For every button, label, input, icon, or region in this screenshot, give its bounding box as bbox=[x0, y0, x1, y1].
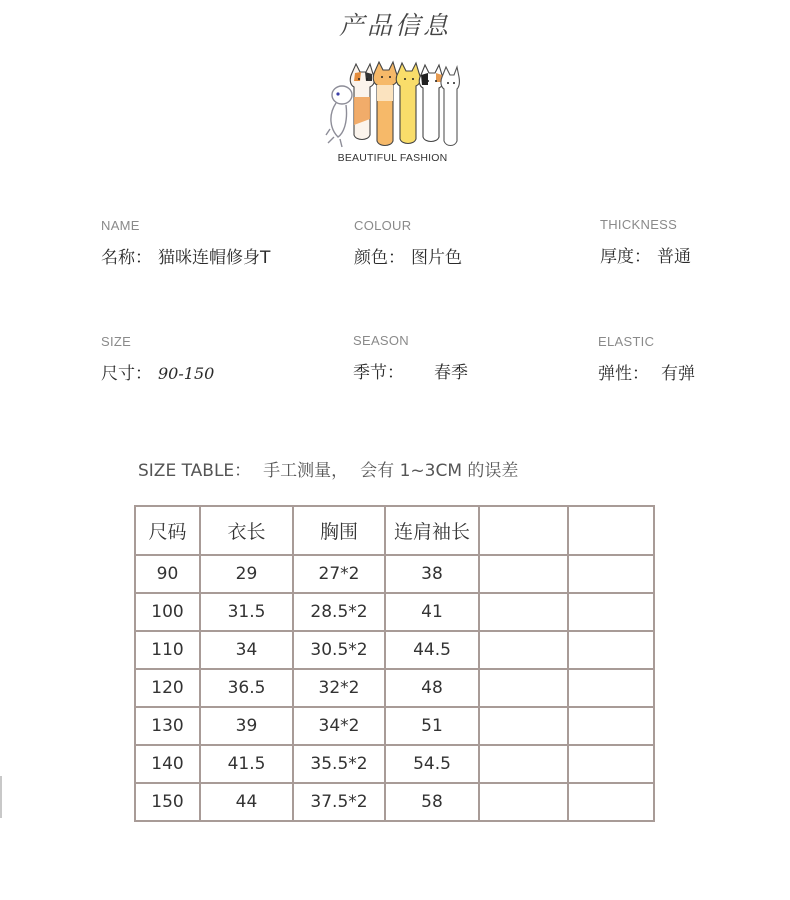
table-cell: 41.5 bbox=[200, 745, 293, 783]
field-thickness-value: 普通 bbox=[657, 247, 691, 267]
table-header-cell: 尺码 bbox=[135, 506, 200, 555]
table-cell: 39 bbox=[200, 707, 293, 745]
table-row bbox=[135, 669, 654, 707]
table-row bbox=[135, 745, 654, 783]
table-cell: 110 bbox=[135, 631, 200, 669]
table-cell bbox=[568, 593, 654, 631]
table-cell bbox=[479, 707, 568, 745]
table-cell: 140 bbox=[135, 745, 200, 783]
table-cell: 30.5*2 bbox=[293, 631, 385, 669]
field-elastic-en: ELASTIC bbox=[598, 334, 655, 349]
table-cell bbox=[568, 555, 654, 593]
field-size-value: 90-150 bbox=[158, 364, 215, 383]
field-size-label: 尺寸： bbox=[101, 364, 152, 384]
field-elastic-value: 有弹 bbox=[661, 364, 695, 384]
table-cell: 32*2 bbox=[293, 669, 385, 707]
field-colour-label: 颜色： bbox=[354, 248, 405, 268]
logo-caption: BEAUTIFUL FASHION bbox=[337, 152, 448, 164]
table-cell: 44.5 bbox=[385, 631, 479, 669]
field-name-en: NAME bbox=[101, 218, 140, 233]
size-note-error: 会有 1~3CM 的误差 bbox=[360, 461, 519, 481]
table-row bbox=[135, 631, 654, 669]
table-row bbox=[135, 593, 654, 631]
cat-logo-illustration bbox=[320, 55, 460, 167]
size-table-note bbox=[138, 456, 518, 481]
table-cell: 54.5 bbox=[385, 745, 479, 783]
field-size bbox=[101, 334, 214, 384]
table-cell: 31.5 bbox=[200, 593, 293, 631]
field-season bbox=[353, 333, 468, 383]
table-header-cell bbox=[479, 506, 568, 555]
field-elastic-label: 弹性： bbox=[598, 364, 649, 384]
table-cell bbox=[568, 707, 654, 745]
table-header-cell: 衣长 bbox=[200, 506, 293, 555]
table-cell: 58 bbox=[385, 783, 479, 821]
table-row bbox=[135, 783, 654, 821]
field-thickness-label: 厚度： bbox=[600, 247, 651, 267]
edge-divider bbox=[0, 776, 2, 818]
field-season-en: SEASON bbox=[353, 333, 409, 348]
table-cell bbox=[568, 669, 654, 707]
table-cell: 120 bbox=[135, 669, 200, 707]
field-thickness bbox=[600, 217, 691, 267]
table-cell bbox=[479, 593, 568, 631]
size-note-prefix: SIZE TABLE： bbox=[138, 461, 252, 481]
table-cell: 90 bbox=[135, 555, 200, 593]
table-cell: 44 bbox=[200, 783, 293, 821]
table-header-row bbox=[135, 506, 654, 555]
table-row bbox=[135, 555, 654, 593]
table-cell bbox=[479, 555, 568, 593]
table-cell: 41 bbox=[385, 593, 479, 631]
table-cell: 48 bbox=[385, 669, 479, 707]
table-cell bbox=[479, 783, 568, 821]
table-cell: 130 bbox=[135, 707, 200, 745]
table-row bbox=[135, 707, 654, 745]
field-name bbox=[101, 218, 270, 268]
field-season-value: 春季 bbox=[434, 363, 468, 383]
table-cell bbox=[568, 745, 654, 783]
field-name-value: 猫咪连帽修身T bbox=[158, 248, 271, 268]
table-cell: 34 bbox=[200, 631, 293, 669]
field-colour bbox=[354, 218, 462, 268]
field-name-label: 名称： bbox=[101, 248, 152, 268]
table-cell bbox=[479, 745, 568, 783]
table-cell bbox=[479, 669, 568, 707]
field-thickness-en: THICKNESS bbox=[600, 217, 678, 232]
field-colour-value: 图片色 bbox=[411, 248, 462, 268]
table-cell: 36.5 bbox=[200, 669, 293, 707]
field-colour-en: COLOUR bbox=[354, 218, 412, 233]
field-elastic bbox=[598, 334, 695, 384]
size-note-method: 手工测量， bbox=[263, 461, 349, 481]
table-cell: 38 bbox=[385, 555, 479, 593]
table-cell: 34*2 bbox=[293, 707, 385, 745]
table-cell: 37.5*2 bbox=[293, 783, 385, 821]
table-cell: 51 bbox=[385, 707, 479, 745]
size-table bbox=[134, 505, 655, 822]
page-title: 产品信息 bbox=[338, 11, 451, 40]
table-cell: 28.5*2 bbox=[293, 593, 385, 631]
field-size-en: SIZE bbox=[101, 334, 132, 349]
table-cell bbox=[568, 783, 654, 821]
table-header-cell: 连肩袖长 bbox=[385, 506, 479, 555]
table-cell: 29 bbox=[200, 555, 293, 593]
table-header-cell bbox=[568, 506, 654, 555]
table-cell: 150 bbox=[135, 783, 200, 821]
field-season-label: 季节： bbox=[353, 363, 404, 383]
table-cell: 35.5*2 bbox=[293, 745, 385, 783]
table-cell bbox=[568, 631, 654, 669]
table-cell: 100 bbox=[135, 593, 200, 631]
table-cell bbox=[479, 631, 568, 669]
table-header-cell: 胸围 bbox=[293, 506, 385, 555]
table-cell: 27*2 bbox=[293, 555, 385, 593]
